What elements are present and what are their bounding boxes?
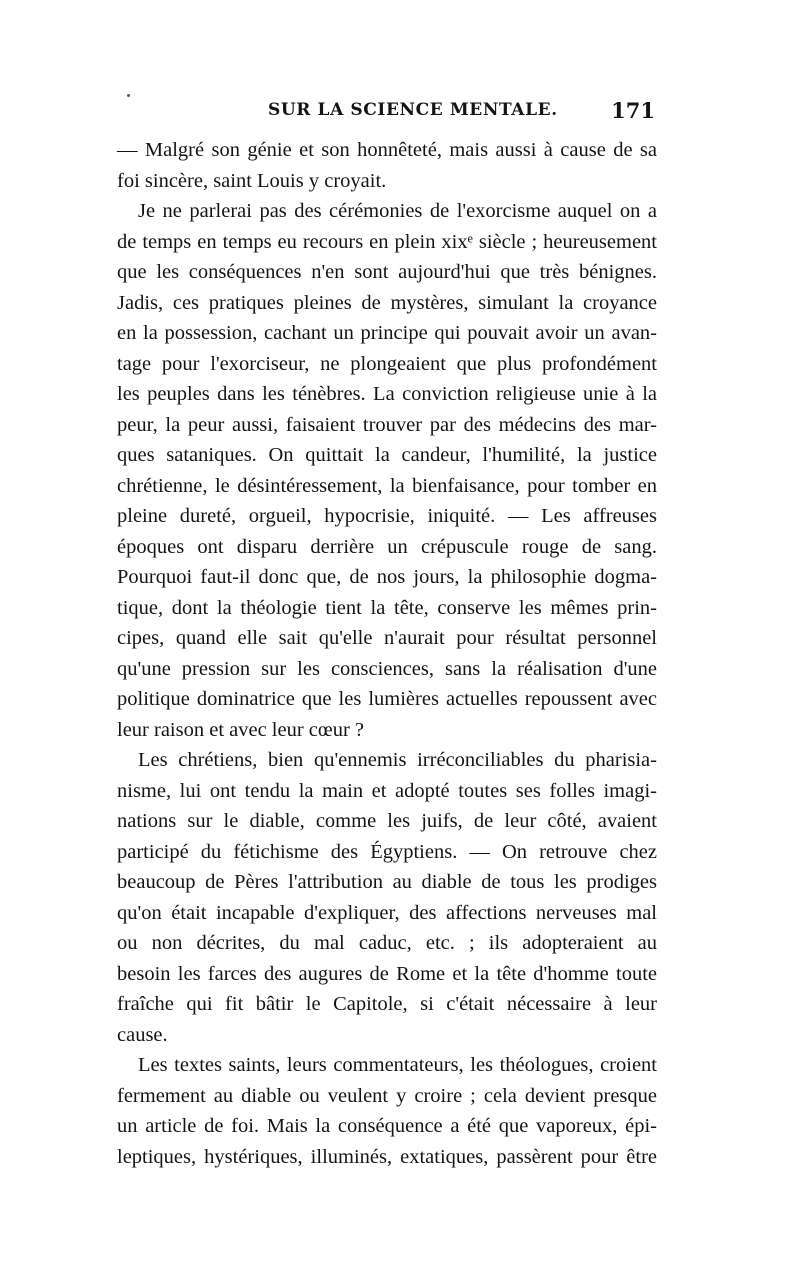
text-line: Les textes saints, leurs commentateurs, les théologues, croient [138,1054,657,1076]
stray-ink-mark [127,94,130,97]
text-line: Pourquoi faut-il donc que, de nos jours, la philosophie dogma- [117,566,657,588]
running-title: SUR LA SCIENCE MENTALE. [268,100,558,120]
text-line: Jadis, ces pratiques pleines de mystères, simulant la croyance [117,291,657,314]
body-text [117,135,657,1172]
text-line: participé du fétichisme des Égyptiens. — On retrouve chez [117,840,657,863]
text-line: cipes, quand elle sait qu'elle n'aurait pour résultat personnel [117,627,657,649]
text-line: besoin les farces des augures de Rome et la tête d'homme toute [117,962,657,985]
text-line: foi sincère, saint Louis y croyait. [117,169,387,192]
text-line: ques sataniques. On quittait la candeur, l'humilité, la justice [117,444,657,466]
text-line: ou non décrites, du mal caduc, etc. ; ils adopteraient au [117,932,657,954]
text-line: politique dominatrice que les lumières actuelles repoussent avec [117,688,657,710]
text-line: qu'on était incapable d'expliquer, des affections nerveuses mal [117,901,657,924]
text-line: leptiques, hystériques, illuminés, extatiques, passèrent pour être [117,1145,657,1168]
text-line: tage pour l'exorciseur, ne plongeaient que plus profondément [117,352,657,375]
text-line: leur raison et avec leur cœur ? [117,718,365,741]
text-line: qu'une pression sur les consciences, sans la réalisation d'une [117,657,657,680]
text-line: tique, dont la théologie tient la tête, conserve les mêmes prin- [117,596,657,619]
text-line: époques ont disparu derrière un crépuscule rouge de sang. [117,535,657,558]
text-line: nisme, lui ont tendu la main et adopté toutes ses folles imagi- [117,779,657,802]
text-line: un article de foi. Mais la conséquence a été que vaporeux, épi- [117,1115,657,1137]
text-line: fermement au diable ou veulent y croire ; cela devient presque [117,1084,657,1107]
text-line: Je ne parlerai pas des cérémonies de l'exorcisme auquel on a [138,200,657,222]
text-line: nations sur le diable, comme les juifs, de leur côté, avaient [117,810,657,832]
running-head [120,98,655,126]
text-line: pleine dureté, orgueil, hypocrisie, iniquité. — Les affreuses [117,505,657,527]
text-line: cause. [117,1023,168,1046]
text-line: peur, la peur aussi, faisaient trouver par des médecins des mar- [117,413,657,436]
page-number: 171 [611,98,655,123]
text-line: chrétienne, le désintéressement, la bienfaisance, pour tomber en [117,474,657,497]
text-line: beaucoup de Pères l'attribution au diable de tous les prodiges [117,871,657,893]
text-line: de temps en temps eu recours en plein xixᵉ siècle ; heureusement [117,230,657,253]
text-line: en la possession, cachant un principe qui pouvait avoir un avan- [117,322,657,344]
text-line: fraîche qui fit bâtir le Capitole, si c'était nécessaire à leur [117,993,657,1015]
text-line: que les conséquences n'en sont aujourd'hui que très bénignes. [117,261,657,283]
text-line: — Malgré son génie et son honnêteté, mais aussi à cause de sa [117,139,657,161]
text-line: les peuples dans les ténèbres. La conviction religieuse unie à la [117,383,657,405]
text-line: Les chrétiens, bien qu'ennemis irréconciliables du pharisia- [138,749,657,771]
